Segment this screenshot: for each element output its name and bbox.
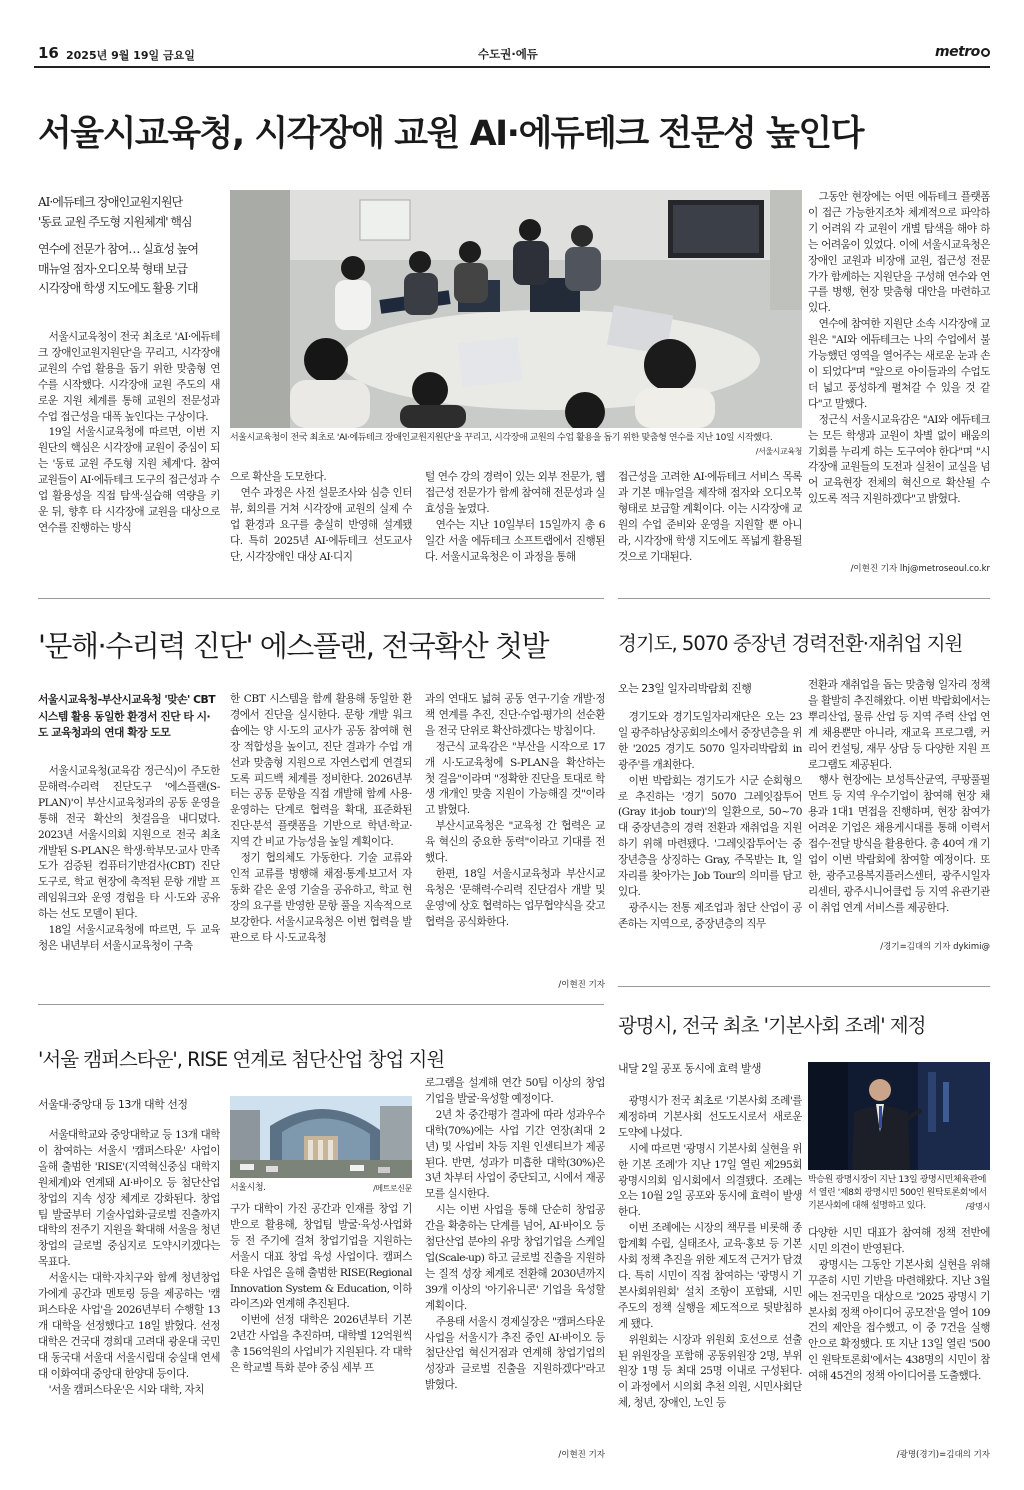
metro-logo (935, 44, 990, 60)
article5-caption-credit: /광명시 (965, 1202, 990, 1211)
article1-caption-credit: /서울시교육청 (755, 447, 802, 456)
article3-subhead: 오는 23일 일자리박람회 진행 (618, 682, 752, 695)
article2-col3: 과의 연대도 넓혀 공동 연구·기술 개발·정책 연계를 추진, 진단·수업·평가의 선순환을 전국 단위로 확산하겠다는 방침이다. 정근식 교육감은 "부산을 시작으로 17개 시·도교육청에 S-PLAN을 확산하는 첫 걸음"이라며 "정확한 진단을 토대로 학생 개개인 맞춤 지원이 가능해질 것"이라고 밝혔다. 부산시교육청은 "교육청 간 협력은 교육 혁신의 중요한 동력"이라고 기대를 전했다. 한편, 18일 서울시교육청과 부산시교육청은 '문해력·수리력 진단검사 개발 및 운영'에 상호 협력하는 업무협약식을 갖고 협력을 공식화한다. (425, 693, 605, 928)
article4-caption-credit: /메트로신문 (373, 1184, 412, 1193)
logo-text: metro (935, 44, 980, 60)
article3-headline: 경기도, 5070 중장년 경력전환·재취업 지원 (618, 632, 963, 655)
article4-photo (230, 1096, 412, 1178)
article3-col1: 경기도와 경기도일자리재단은 오는 23일 광주하남상공회의소에서 중장년층을 위한 '2025 경기도 5070 일자리박람회 in 광주'를 개최한다. 이번 박람회는 경기도가 시군 순회형으로 추진하는 '경기 5070 그레잇잡투어(Gray it-job tour)'의 일환으로, 50~70대 중장년층의 경력 전환과 재취업을 지원하기 위해 마련됐다. '그레잇잡투어'는 중장년층을 상징하는 Gray, 주목받는 It, 일자리를 찾아가는 Job Tour의 의미를 담고 있다. 광주시는 전통 제조업과 첨단 산업이 공존하는 지역으로, 중장년층의 직무 (618, 711, 802, 930)
article4-col3: 로그램을 설계해 연간 50팀 이상의 창업기업을 발굴·육성할 예정이다. 2년 차 중간평가 결과에 따라 성과우수 대학(70%)에는 사업 기간 연장(최대 2년) 및 사업비 차등 지원 인센티브가 제공된다. 반면, 성과가 미흡한 대학(30%)은 3년 차부터 사업이 중단되고, 시에서 재공모를 실시한다. 시는 이번 사업을 통해 단순히 창업공간을 확충하는 단계를 넘어, AI·바이오 등 첨단산업 분야의 유망 창업기업을 스케일업(Scale-up) 하고 글로벌 진출을 지원하는 질적 성장 체계로 전환해 2030년까지 39개 이상의 '아기유니콘' 기업을 육성할 계획이다. 주용태 서울시 경제실장은 "캠퍼스타운 사업을 서울시가 추진 중인 AI·바이오 등 첨단산업 혁신거점과 연계해 창업기업의 성장과 글로벌 진출을 지원하겠다"라고 밝혔다. (425, 1077, 605, 1392)
article2-deck: 서울시교육청-부산시교육청 '맞손' CBT 시스템 활용 동일한 환경서 진단 타 시·도 교육청과의 연대 확장 도모 (38, 693, 216, 739)
article2-col2: 한 CBT 시스템을 함께 활용해 동일한 환경에서 진단을 실시한다. 문항 개발 워크숍에는 양 시·도의 교사가 공동 참여해 현장 적합성을 높이고, 진단 결과가 수업 개선과 맞춤형 지원으로 자연스럽게 연결되도록 피드백 체계를 정비한다. 2026년부터는 공동 문항을 직접 개발해 함께 사용·운영하는 단계로 협력을 확대, 표준화된 진단·분석 플랫폼을 기반으로 학년·학교·지역 간 비교 가능성을 높일 계획이다. 정기 협의체도 가동한다. 기술 교류와 인적 교류를 병행해 채점·통계·보고서 자동화 같은 운영 기술을 공유하고, 학교 현장의 요구를 반영한 문항 풀을 지속적으로 보강한다. 서울시교육청은 이번 협력을 발판으로 타 시·도교육청 (230, 693, 412, 944)
divider-2-left (38, 1004, 604, 1005)
issue-date: 2025년 9월 19일 금요일 (66, 49, 195, 62)
article5-caption: 박승원 광명시장이 지난 13일 광명시민체육관에서 열린 '제8회 광명시민 500인 원탁토론회'에서 기본사회에 대해 설명하고 있다. /광명시 (808, 1175, 990, 1211)
article5-subhead: 내달 2일 공포 동시에 효력 발생 (618, 1062, 761, 1075)
section-name: 수도권·에듀 (478, 47, 538, 61)
article3-byline: /경기=김대의 기자 dykimi@ (880, 942, 990, 952)
article1-photo (230, 190, 802, 428)
divider-2-right (618, 986, 990, 987)
article4-byline: /이현진 기자 (558, 1450, 605, 1460)
article5-col1: 광명시가 전국 최초로 '기본사회 조례'를 제정하며 기본사회 선도도시로서 새로운 도약에 나섰다. 시에 따르면 '광명시 기본사회 실현을 위한 기본 조례'가 지난 17일 열린 제295회 광명시의회 임시회에서 의결됐다. 조례는 오는 10월 2일 공포와 동시에 효력이 발생한다. 이번 조례에는 시장의 책무를 비롯해 종합계획 수립, 실태조사, 교육·홍보 등 기본사회 정책 추진을 위한 제도적 근거가 담겼다. 특히 시민이 직접 참여하는 '광명시 기본사회위원회' 설치 조항이 포함돼, 시민 주도의 정책 실행을 제도적으로 뒷받침하게 됐다. 위원회는 시장과 위원회 호선으로 선출된 위원장을 포함해 공동위원장 2명, 부위원장 1명 등 최대 25명 이내로 구성된다. 이 과정에서 시의회 추천 의원, 시민사회단체, 청년, 장애인, 노인 등 (618, 1095, 802, 1410)
speaker-photo (808, 1062, 990, 1170)
article2-col1: 서울시교육청(교육감 정근식)이 주도한 문해력·수리력 진단도구 '에스플랜(S-PLAN)'이 부산시교육청과의 공동 운영을 통해 전국 확산의 첫걸음을 내디뎠다. 2023년 서울시의회 지원으로 전국 최초 개발된 S-PLAN은 학생·학부모·교사 만족도가 검증된 컴퓨터기반검사(CBT) 진단도구로, 학교 현장에 축적된 문항 개발 프레임워크와 운영 경험을 타 시·도와 공유하는 선도 모델이 된다. 18일 서울시교육청에 따르면, 두 교육청은 내년부터 서울시교육청이 구축 (38, 765, 220, 952)
article4-subhead: 서울대·중앙대 등 13개 대학 선정 (38, 1098, 188, 1111)
divider-1-left (38, 598, 604, 599)
masthead-rule (34, 66, 990, 68)
article4-col1: 서울대학교와 중앙대학교 등 13개 대학이 참여하는 서울시 '캠퍼스타운' 사업이 올해 출범한 'RISE'(지역혁신중심 대학지원체계)와 연계돼 AI·바이오 등 첨단산업 창업의 지속 성장 체계로 강화된다. 창업팀 발굴부터 기술사업화·글로벌 진출까지 대학의 전주기 지원을 확대해 서울을 청년 창업의 글로벌 중심지로 도약시키겠다는 목표다. 서울시는 대학·자치구와 함께 청년창업가에게 공간과 멘토링 등을 제공하는 '캠퍼스타운 사업'을 2026년부터 수행할 13개 대학을 선정했다고 18일 밝혔다. 선정 대학은 건국대 경희대 고려대 광운대 국민대 동국대 서울대 서울시립대 숭실대 연세대 이화여대 중앙대 한양대 등이다. '서울 캠퍼스타운'은 시와 대학, 자치 (38, 1129, 220, 1396)
article5-col2: 다양한 시민 대표가 참여해 정책 전반에 시민 의견이 반영된다. 광명시는 그동안 기본사회 실현을 위해 꾸준히 시민 기반을 마련해왔다. 지난 3월에는 전국민을 대상으로 '2025 광명시 기본사회 정책 아이디어 공모전'을 열어 109건의 제안을 접수했고, 이 중 7건을 실행안으로 확정했다. 또 지난 13일 열린 '500인 원탁토론회'에서는 438명의 시민이 참여해 45건의 정책 아이디어를 도출했다. (808, 1227, 990, 1383)
article4-caption: 서울시청. /메트로신문 (230, 1183, 412, 1193)
article3-col2: 전환과 재취업을 돕는 맞춤형 일자리 정책을 활발히 추진해왔다. 이번 박람회에서는 뿌리산업, 물류 산업 등 지역 주력 산업 연계 채용뿐만 아니라, 재교육 프로그램, 커리어 컨설팅, 재무 상담 등 다양한 지원 프로그램도 제공된다. 행사 현장에는 보성특산균역, 쿠팡풀필먼트 등 지역 우수기업이 참여해 현장 채용과 1대1 면접을 진행하며, 현장 참여가 어려운 기업은 채용게시대를 통해 이력서 접수·전달 방식을 활용한다. 총 40여 개 기업이 이번 박람회에 참여할 예정이다. 또한, 광주고용복지플러스센터, 광주시일자리센터, 광주시니어클럽 등 지역 유관기관이 취업 연계 서비스를 제공한다. (808, 679, 990, 914)
article1-col2: 으로 확산을 도모한다. 연수 과정은 사전 설문조사와 심층 인터뷰, 회의를 거쳐 시각장애 교원의 실제 수업 환경과 요구를 충실히 반영해 설계됐다. 특히 2025년 AI·에듀테크 선도교사단, 시각장애인 대상 AI·디지 (230, 471, 412, 563)
classroom-photo (230, 190, 802, 428)
article4-headline: '서울 캠퍼스타운', RISE 연계로 첨단산업 창업 지원 (38, 1048, 445, 1071)
article1-col1: 서울시교육청이 전국 최초로 'AI·에듀테크 장애인교원지원단'을 꾸리고, 시각장애 교원의 수업 활용을 돕기 위한 맞춤형 연수를 시작했다. 시각장애 교원 주도의 새로운 지원 체계를 통해 교원의 전문성과 수업 접근성을 대폭 높인다는 구상이다. 19일 서울시교육청에 따르면, 이번 지원단의 핵심은 시각장애 교원이 중심이 되는 '동료 교원 주도형 지원 체계'다. 참여 교원들이 AI·에듀테크 도구의 접근성과 수업 활용성을 직접 탐색·실습해 역량을 키운 뒤, 향후 타 시각장애 교원을 대상으로 연수를 진행하는 방식 (38, 331, 220, 534)
article1-caption: 서울시교육청이 전국 최초로 'AI·에듀테크 장애인교원지원단'을 꾸리고, 시각장애 교원의 수업 활용을 돕기 위한 맞춤형 연수를 지난 10일 시작했다. /서울시교육청 (230, 433, 802, 456)
article4-col2: 구가 대학이 가진 공간과 인재를 창업 기반으로 활용해, 창업팀 발굴·육성·사업화 등 전 주기에 걸쳐 창업기업을 지원하는 서울시 대표 창업 육성 사업이다. 캠퍼스타운 사업은 올해 출범한 RISE(Regional Innovation System & Education, 이하 라이즈)와 연계해 추진된다. 이번에 선정 대학은 2026년부터 기본 2년간 사업을 추진하며, 대학별 12억원씩 총 156억원의 사업비가 지원된다. 각 대학은 학교별 특화 분야 중심 세부 프 (230, 1203, 412, 1375)
article1-byline: /이현진 기자 lhj@metroseoul.co.kr (850, 564, 990, 574)
article5-photo (808, 1062, 990, 1170)
article5-byline: /광명(경기)=김대의 기자 (896, 1450, 990, 1460)
article1-col4: 접근성을 고려한 AI·에듀테크 서비스 목록과 기본 매뉴얼을 제작해 점자와 오디오북 형태로 보급할 계획이다. 이는 시각장애 교원의 수업 준비와 운영을 지원할 뿐 아니라, 시각장애 학생 지도에도 폭넓게 활용될 것으로 기대된다. (618, 471, 802, 563)
article1-col5: 그동안 현장에는 어떤 에듀테크 플랫폼이 접근 가능한지조차 체계적으로 파악하기 어려워 각 교원이 개별 탐색을 해야 하는 어려움이 있었다. 이에 서울시교육청은 장애인 교원과 비장애 교원, 접근성 전문가가 함께하는 지원단을 구성해 연수와 연구를 병행, 현장 맞춤형 대안을 마련하고 있다. 연수에 참여한 지원단 소속 시각장애 교원은 "AI와 에듀테크는 나의 수업에서 불가능했던 영역을 열어주는 새로운 눈과 손이 되었다"며 "앞으로 아이들과의 수업도 더 넓고 풍성하게 펼쳐갈 수 있을 것 같다"고 말했다. 정근식 서울시교육감은 "AI와 에듀테크는 모든 학생과 교원이 차별 없이 배움의 기회를 누리게 하는 도구여야 한다"며 "시각장애 교원들의 도전과 실천이 교실을 넘어 교육현장 전체의 혁신으로 확산될 수 있도록 적극 지원하겠다"고 밝혔다. (808, 191, 990, 506)
article5-headline: 광명시, 전국 최초 '기본사회 조례' 제정 (618, 1014, 926, 1037)
article1-headline: 서울시교육청, 시각장애 교원 AI·에듀테크 전문성 높인다 (38, 114, 863, 154)
city-hall-photo (230, 1096, 412, 1178)
article1-subhead-2: 연수에 전문가 참여… 실효성 높여 매뉴얼 점자·오디오북 형태 보급 시각장애 학생 지도에도 활용 기대 (38, 242, 198, 295)
article1-col3: 털 연수 강의 경력이 있는 외부 전문가, 웹접근성 전문가가 함께 참여해 전문성과 실효성을 높였다. 연수는 지난 10일부터 15일까지 총 6일간 서울 에듀테크 소프트랩에서 진행된다. 서울시교육청은 이 과정을 통해 (425, 471, 605, 563)
article1-subhead-1: AI·에듀테크 장애인교원지원단 '동료 교원 주도형 지원체계' 핵심 (38, 195, 192, 229)
divider-1-right (618, 598, 990, 599)
article2-headline: '문해·수리력 진단' 에스플랜, 전국확산 첫발 (38, 629, 548, 663)
article2-byline: /이현진 기자 (558, 980, 605, 990)
page-number: 16 (38, 44, 59, 62)
